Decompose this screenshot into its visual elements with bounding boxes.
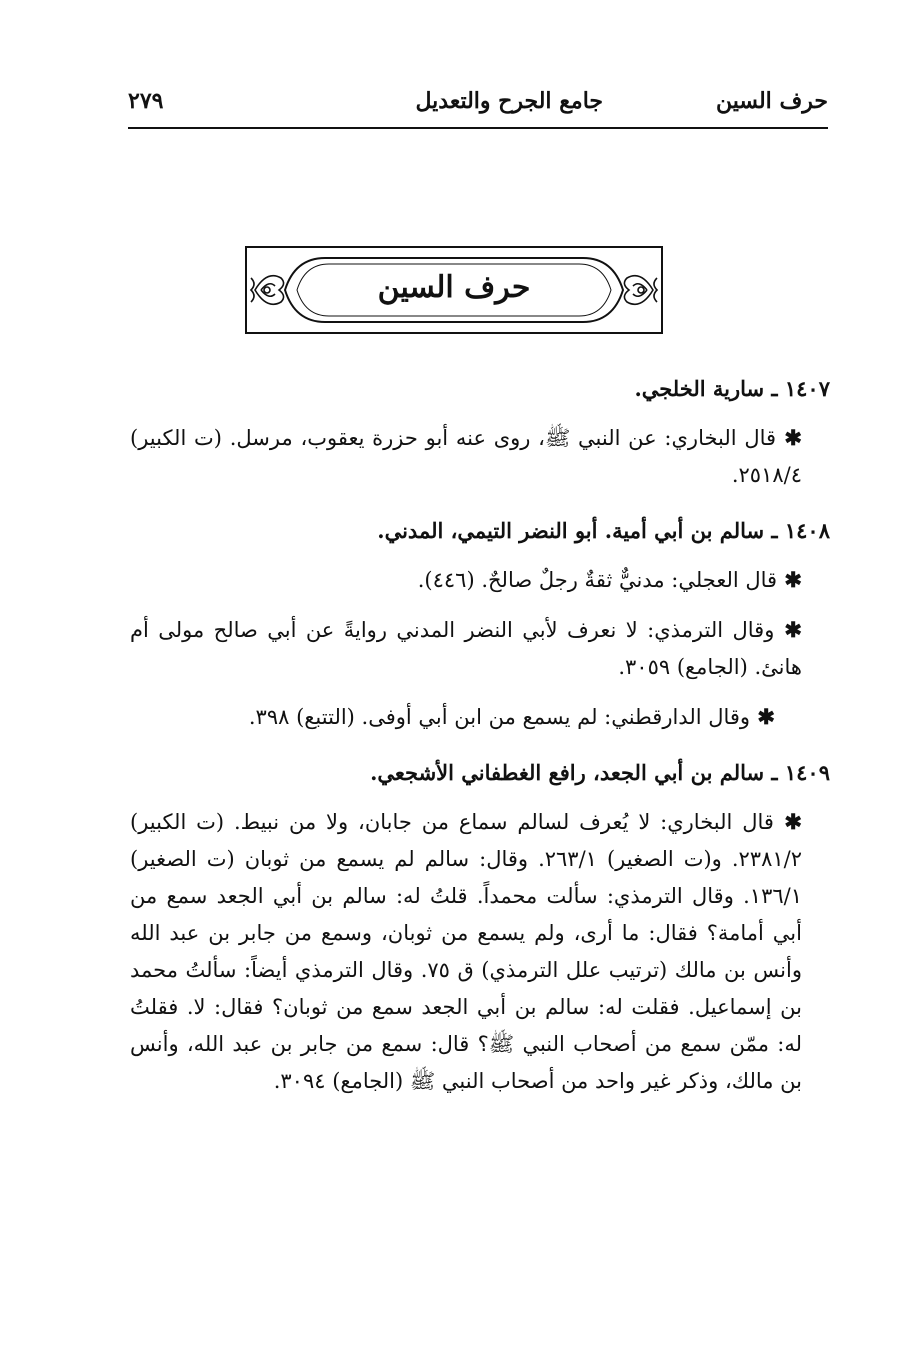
asterisk-icon: ✱ bbox=[750, 704, 775, 729]
asterisk-icon: ✱ bbox=[777, 567, 802, 592]
entry-paragraph: ✱ قال البخاري: عن النبي ﷺ، روى عنه أبو حزرة يعقوب، مرسل. (ت الكبير) ٢٥١٨/٤. bbox=[130, 425, 802, 487]
chapter-banner bbox=[245, 246, 663, 334]
entry-paragraph: ✱ وقال الدارقطني: لم يسمع من ابن أبي أوفى. (التتبع) ٣٩٨. bbox=[248, 704, 775, 729]
header-rule bbox=[128, 127, 828, 129]
asterisk-icon: ✱ bbox=[774, 617, 802, 642]
entry-heading: ١٤٠٧ ـ سارية الخلجي. bbox=[634, 376, 830, 401]
running-header bbox=[128, 82, 828, 122]
chapter-title: حرف السين bbox=[377, 270, 531, 305]
entry-paragraph: ✱ قال العجلي: مدنيٌّ ثقةٌ رجلٌ صالحٌ. (٤٤٦). bbox=[417, 567, 802, 592]
entry-paragraph: ✱ وقال الترمذي: لا نعرف لأبي النضر المدني روايةً عن أبي صالح مولى أم هانئ. (الجامع) ٣٠٥٩. bbox=[130, 617, 802, 679]
asterisk-icon: ✱ bbox=[773, 809, 802, 834]
asterisk-icon: ✱ bbox=[776, 425, 802, 450]
page-number: ٢٧٩ bbox=[128, 88, 164, 114]
entry-heading: ١٤٠٨ ـ سالم بن أبي أمية. أبو النضر التيمي، المدني. bbox=[377, 518, 830, 543]
header-section-title: حرف السين bbox=[715, 88, 828, 114]
entry-paragraph: ✱ قال البخاري: لا يُعرف لسالم سماع من جابان، ولا من نبيط. (ت الكبير) ٢٣٨١/٢. و(ت الصغير) ٢٦٣/١. وقال: سالم لم يسمع من ثوبان (ت الصغير) ١٣٦/١. وقال الترمذي: سألت محمداً. قلتُ له: سالم بن أبي الجعد سمع من أبي أمامة؟ فقال: ما أرى، ولم يسمع من ثوبان، وسمع من جابر بن عبد الله وأنس بن مالك (ترتيب علل الترمذي) ق ٧٥. وقال الترمذي أيضاً: سألتُ محمد بن إسماعيل. فقلت له: سالم بن أبي الجعد سمع من ثوبان؟ فقال: لا. فقلتُ له: ممّن سمع من أصحاب النبي ﷺ؟ قال: سمع من جابر بن عبد الله، وأنس بن مالك، وذكر غير واحد من أصحاب النبي ﷺ (الجامع) ٣٠٩٤. bbox=[130, 809, 803, 1093]
entry-heading: ١٤٠٩ ـ سالم بن أبي الجعد، رافع الغطفاني الأشجعي. bbox=[370, 760, 830, 785]
entries bbox=[130, 370, 830, 1100]
header-book-title: جامع الجرح والتعديل bbox=[415, 88, 603, 114]
